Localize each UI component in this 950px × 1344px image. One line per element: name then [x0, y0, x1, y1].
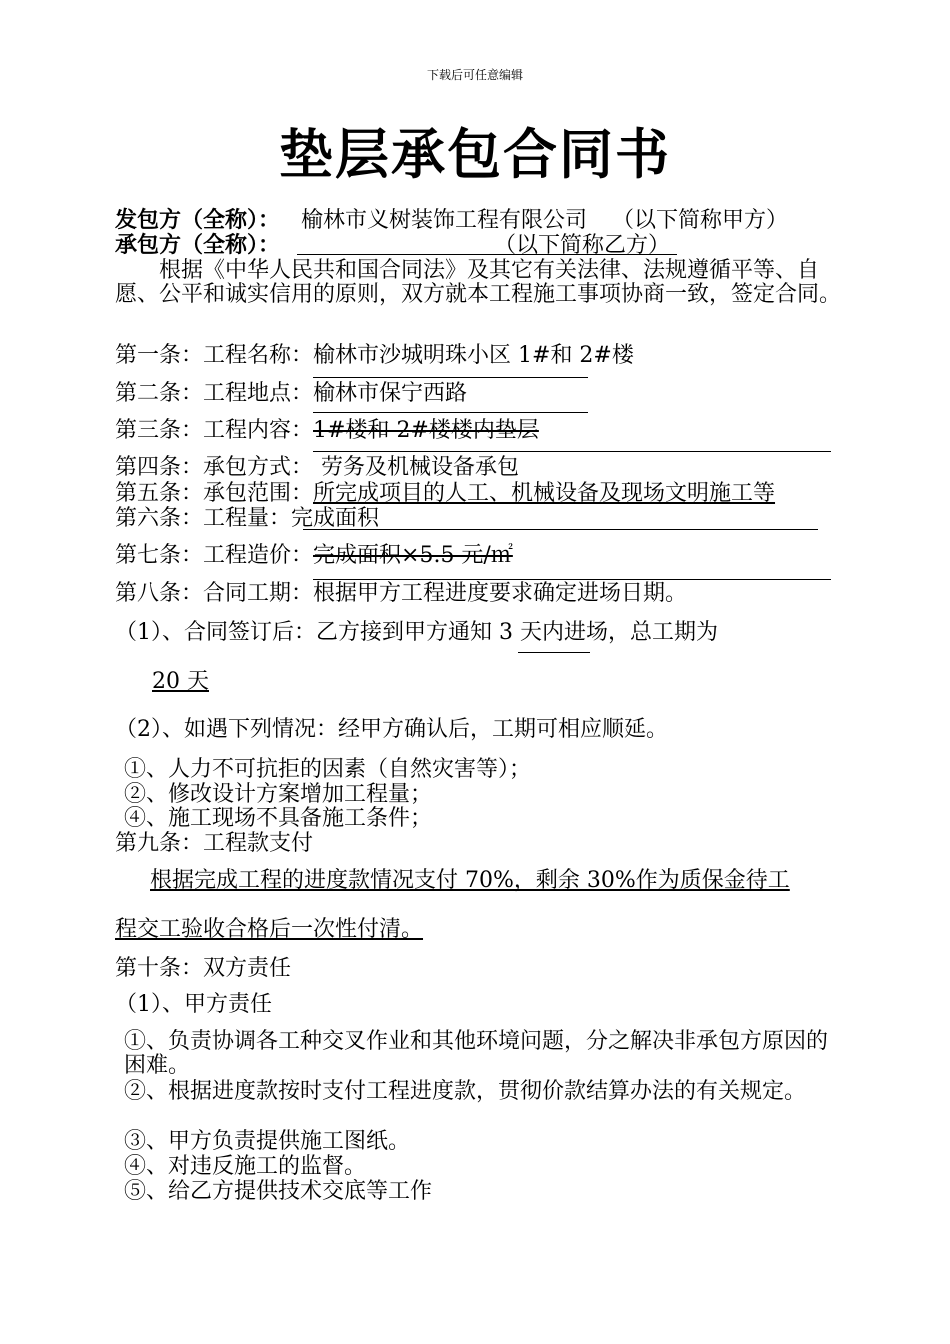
party-a-suffix: （以下简称甲方）: [612, 208, 789, 233]
article-7-label: 第七条：工程造价：: [115, 543, 314, 568]
article-8-duration: 20 天: [152, 669, 209, 694]
article-5-label: 第五条：承包范围：: [115, 481, 314, 506]
party-a-row: [115, 207, 788, 234]
article-9-text-1: 根据完成工程的进度款情况支付 70%，剩余 30%作为质保金待工: [150, 868, 790, 893]
article-10-label: 第十条：双方责任: [115, 956, 292, 981]
article-8-sub-1: ①、人力不可抗拒的因素（自然灾害等）；: [124, 757, 532, 782]
article-6-label: 第六条：工程量：: [115, 506, 292, 531]
article-3-underline: [313, 451, 831, 452]
party-b-underline: [297, 254, 677, 255]
article-10-resp-3: ③、甲方负责提供施工图纸。: [124, 1129, 411, 1154]
article-5: [115, 481, 775, 507]
article-1-label: 第一条：工程名称：: [115, 343, 314, 368]
article-2-label: 第二条：工程地点：: [115, 381, 314, 406]
article-3: [115, 418, 539, 444]
article-10-resp-2: ②、根据进度款按时支付工程进度款，贯彻价款结算办法的有关规定。: [124, 1079, 807, 1104]
article-3-label: 第三条：工程内容：: [115, 418, 314, 443]
intro-paragraph: 根据《中华人民共和国合同法》及其它有关法律、法规遵循平等、自愿、公平和诚实信用的原则，双方就本工程施工事项协商一致，签定合同。: [115, 258, 842, 307]
party-a-name: 榆林市义树装饰工程有限公司: [301, 208, 588, 233]
article-4: [115, 455, 519, 481]
article-8-sub-3: ④、施工现场不具备施工条件；: [124, 806, 433, 831]
article-1: [115, 343, 634, 369]
article-10-resp-4: ④、对违反施工的监督。: [124, 1154, 367, 1179]
article-8-value: 根据甲方工程进度要求确定进场日期。: [313, 581, 688, 606]
article-5-value: 所完成项目的人工、机械设备及现场文明施工等: [313, 481, 776, 506]
party-b-suffix: （以下简称乙方）: [494, 233, 671, 258]
article-8-item-1-underline: [518, 652, 590, 653]
article-6-underline: [303, 529, 818, 530]
party-b-label: 承包方（全称）：: [115, 232, 281, 258]
article-2: [115, 381, 467, 407]
article-2-value: 榆林市保宁西路: [313, 381, 468, 406]
article-9-label: 第九条：工程款支付: [115, 831, 314, 856]
article-8: [115, 581, 687, 607]
article-9-text-2: 程交工验收合格后一次性付清。: [115, 917, 424, 942]
header-note: 下载后可任意编辑: [426, 68, 523, 82]
party-a-label: 发包方（全称）：: [115, 207, 281, 233]
article-4-label: 第四条：承包方式：: [115, 455, 314, 480]
article-10-item-1: （1）、甲方责任: [115, 992, 272, 1017]
article-8-item-1: （1）、合同签订后：乙方接到甲方通知 3 天内进场，总工期为: [115, 620, 718, 645]
article-7-value: 完成面积×5.5 元/㎡: [313, 543, 513, 568]
article-10-resp-1: ①、负责协调各工种交叉作业和其他环境问题，分之解决非承包方原因的困难。: [124, 1029, 829, 1078]
article-3-value: 1#楼和 2#楼楼内垫层: [313, 418, 539, 443]
article-7: [115, 543, 513, 569]
document-title: 垫层承包合同书: [279, 123, 671, 186]
article-8-sub-2: ②、修改设计方案增加工程量；: [124, 782, 433, 807]
article-1-value: 榆林市沙城明珠小区 1#和 2#楼: [313, 343, 634, 368]
article-10-resp-5: ⑤、给乙方提供技术交底等工作: [124, 1179, 433, 1204]
article-8-item-2: （2）、如遇下列情况：经甲方确认后，工期可相应顺延。: [115, 717, 668, 742]
article-1-underline: [313, 377, 588, 378]
article-6-value: 完成面积: [291, 506, 380, 531]
article-8-label: 第八条：合同工期：: [115, 581, 314, 606]
article-4-value: 劳务及机械设备承包: [321, 455, 520, 480]
article-7-underline: [313, 579, 831, 580]
article-2-underline: [313, 412, 588, 413]
